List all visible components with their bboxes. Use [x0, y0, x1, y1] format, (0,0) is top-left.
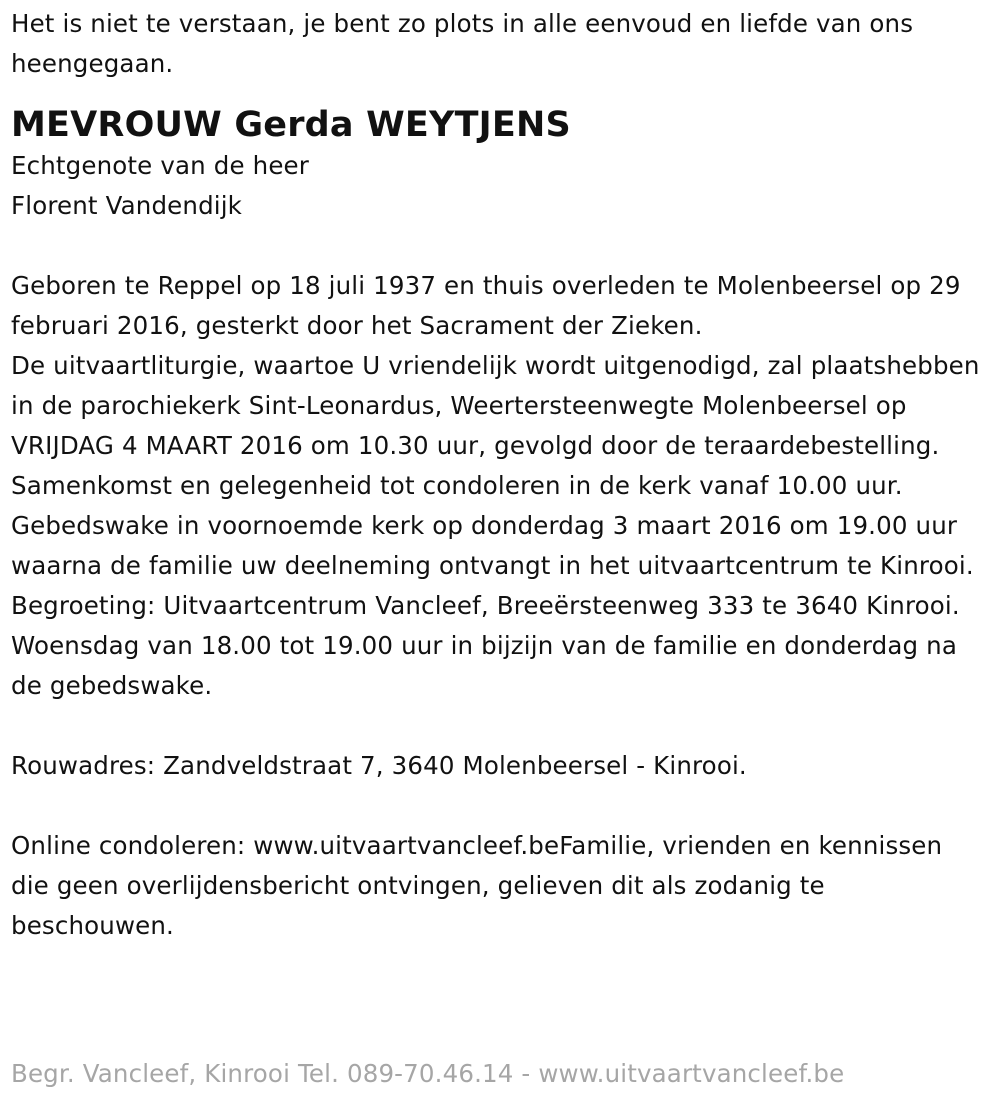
- spacer: [11, 786, 986, 826]
- spouse-line-2: Florent Vandendijk: [11, 191, 243, 220]
- funeral-paragraph: De uitvaartliturgie, waartoe U vriendelijk wordt uitgenodigd, zal plaatshebben in de parochiekerk Sint-Leonardus, Weertersteenwegte Molenbeersel op VRIJDAG 4 MAART 2016 om 10.30 uur, gevolgd door de teraardebestelling.: [11, 351, 980, 460]
- vigil-paragraph: Gebedswake in voornoemde kerk op donderdag 3 maart 2016 om 19.00 uur waarna de familie uw deelneming ontvangt in het uitvaartcentrum te Kinrooi. Begroeting: Uitvaartcentrum Vancleef, Breeërsteenweg 333 te 3640 Kinrooi. Woensdag van 18.00 tot 19.00 uur in bijzijn van de familie en donderdag na de gebedswake.: [11, 511, 974, 700]
- intro-text: Het is niet te verstaan, je bent zo plots in alle eenvoud en liefde van ons heengegaan.: [11, 9, 914, 78]
- spouse-line-1: Echtgenote van de heer: [11, 151, 309, 180]
- spacer: [11, 226, 986, 266]
- funeral-home-footer: Begr. Vancleef, Kinrooi Tel. 089-70.46.14 - www.uitvaartvancleef.be: [11, 1059, 845, 1088]
- gathering-paragraph: Samenkomst en gelegenheid tot condoleren in de kerk vanaf 10.00 uur.: [11, 471, 903, 500]
- death-notice: [11, 4, 986, 946]
- mourning-address: Rouwadres: Zandveldstraat 7, 3640 Molenbeersel - Kinrooi.: [11, 751, 747, 780]
- online-condolences: Online condoleren: www.uitvaartvancleef.beFamilie, vrienden en kennissen die geen overlijdensbericht ontvingen, gelieven dit als zodanig te beschouwen.: [11, 831, 943, 940]
- deceased-name: MEVROUW Gerda WEYTJENS: [11, 105, 571, 145]
- birth-death-paragraph: Geboren te Reppel op 18 juli 1937 en thuis overleden te Molenbeersel op 29 februari 2016, gesterkt door het Sacrament der Zieken.: [11, 271, 961, 340]
- spacer: [11, 706, 986, 746]
